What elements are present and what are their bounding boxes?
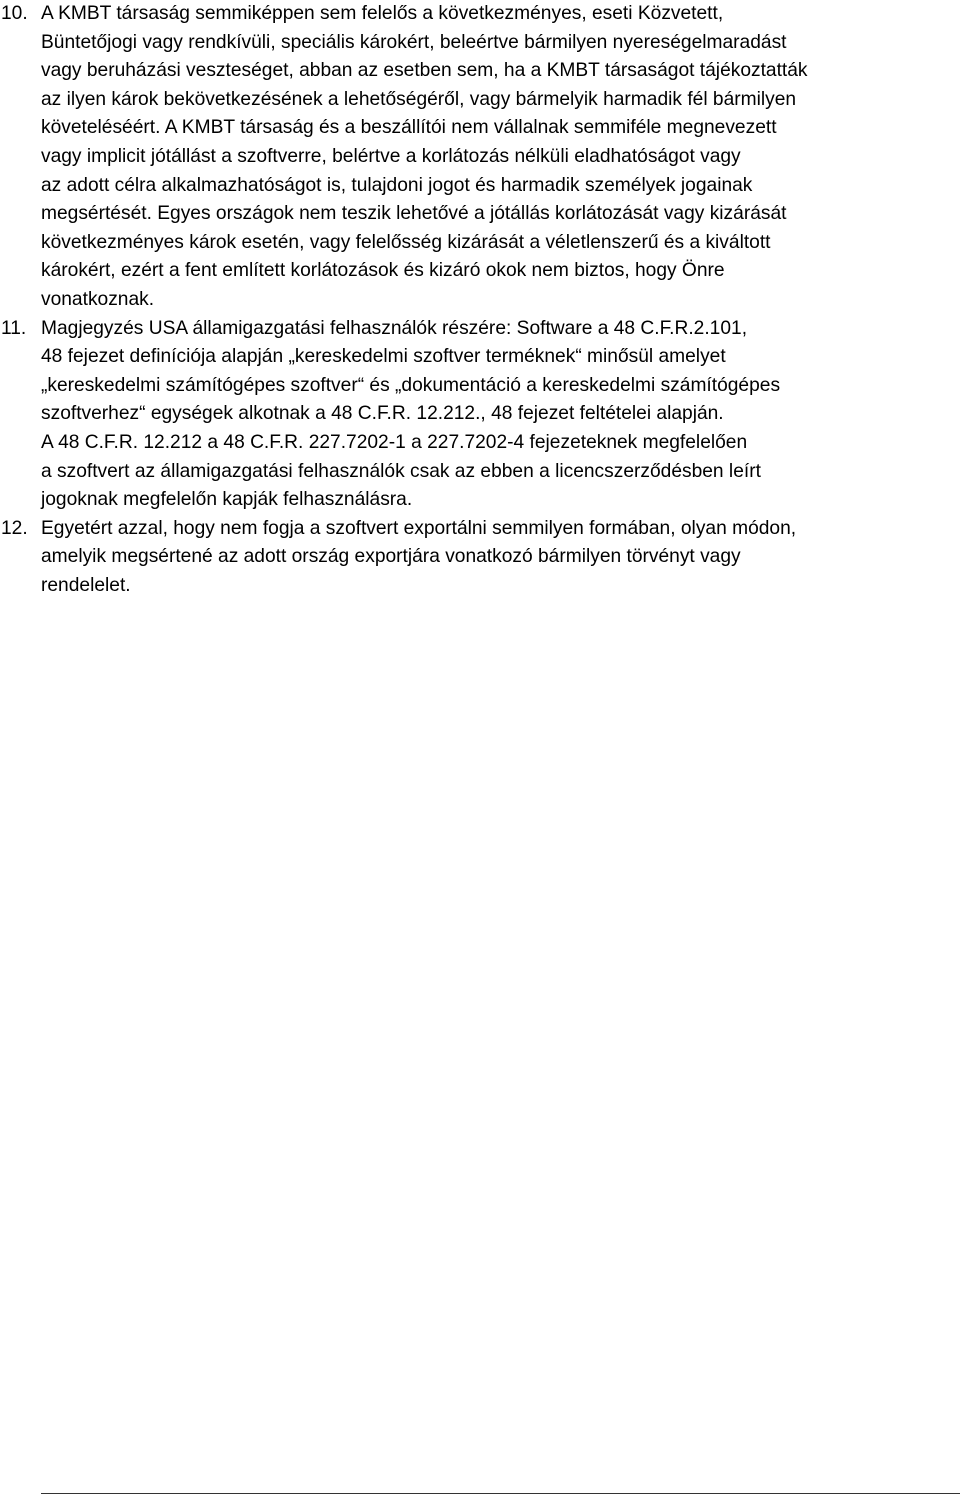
clause-line: A KMBT társaság semmiképpen sem felelős a következményes, eseti Közvetett, — [41, 3, 724, 24]
clause-number: 10. — [1, 3, 28, 24]
clause-10 — [0, 0, 945, 315]
clause-line: jogoknak megfelelőn kapják felhasználásra. — [41, 489, 413, 511]
clause-line: következményes károk esetén, vagy felelősség kizárását a véletlenszerű és a kiváltott — [41, 231, 771, 253]
footer-divider — [41, 1493, 960, 1494]
clause-line: Magjegyzés USA államigazgatási felhasználók részére: Software a 48 C.F.R.2.101, — [41, 317, 748, 339]
clause-line: az adott célra alkalmazhatóságot is, tulajdoni jogot és harmadik személyek jogainak — [41, 174, 753, 196]
clause-number: 12. — [1, 517, 28, 539]
clause-number: 11. — [1, 317, 27, 339]
clause-line: vonatkoznak. — [41, 288, 155, 310]
clause-line: az ilyen károk bekövetkezésének a lehetőségéről, vagy bármelyik harmadik fél bármilyen — [41, 88, 797, 110]
clause-12 — [0, 515, 945, 601]
clause-line: A 48 C.F.R. 12.212 a 48 C.F.R. 227.7202-1 a 227.7202-4 fejezeteknek megfelelően — [41, 431, 748, 453]
clause-line: megsértését. Egyes országok nem teszik lehetővé a jótállás korlátozását vagy kizárását — [41, 203, 787, 225]
clause-line: Egyetért azzal, hogy nem fogja a szoftvert exportálni semmilyen formában, olyan módon, — [41, 517, 797, 539]
clause-line: a szoftvert az államigazgatási felhasználók csak az ebben a licencszerződésben leírt — [41, 460, 761, 482]
clause-line: szoftverhez“ egységek alkotnak a 48 C.F.R. 12.212., 48 fejezet feltételei alapján. — [41, 403, 724, 425]
clause-line: amelyik megsértené az adott ország exportjára vonatkozó bármilyen törvényt vagy — [41, 546, 741, 568]
clause-line: 48 fejezet definíciója alapján „kereskedelmi szoftver terméknek“ minősül amelyet — [41, 346, 726, 368]
clause-11 — [0, 315, 945, 515]
license-clauses — [0, 0, 945, 600]
clause-line: követeléséért. A KMBT társaság és a beszállítói nem vállalnak semmiféle megnevezett — [41, 117, 777, 139]
clause-line: vagy beruházási veszteséget, abban az esetben sem, ha a KMBT társaságot tájékoztatták — [41, 60, 808, 82]
clause-line: károkért, ezért a fent említett korlátozások és kizáró okok nem biztos, hogy Önre — [41, 260, 725, 282]
clause-line: „kereskedelmi számítógépes szoftver“ és „dokumentáció a kereskedelmi számítógépes — [41, 374, 781, 396]
clause-line: Büntetőjogi vagy rendkívüli, speciális károkért, beleértve bármilyen nyereségelmaradást — [41, 31, 787, 53]
clause-line: vagy implicit jótállást a szoftverre, belértve a korlátozás nélküli eladhatóságot vagy — [41, 145, 741, 167]
clause-line: rendelelet. — [41, 574, 131, 596]
